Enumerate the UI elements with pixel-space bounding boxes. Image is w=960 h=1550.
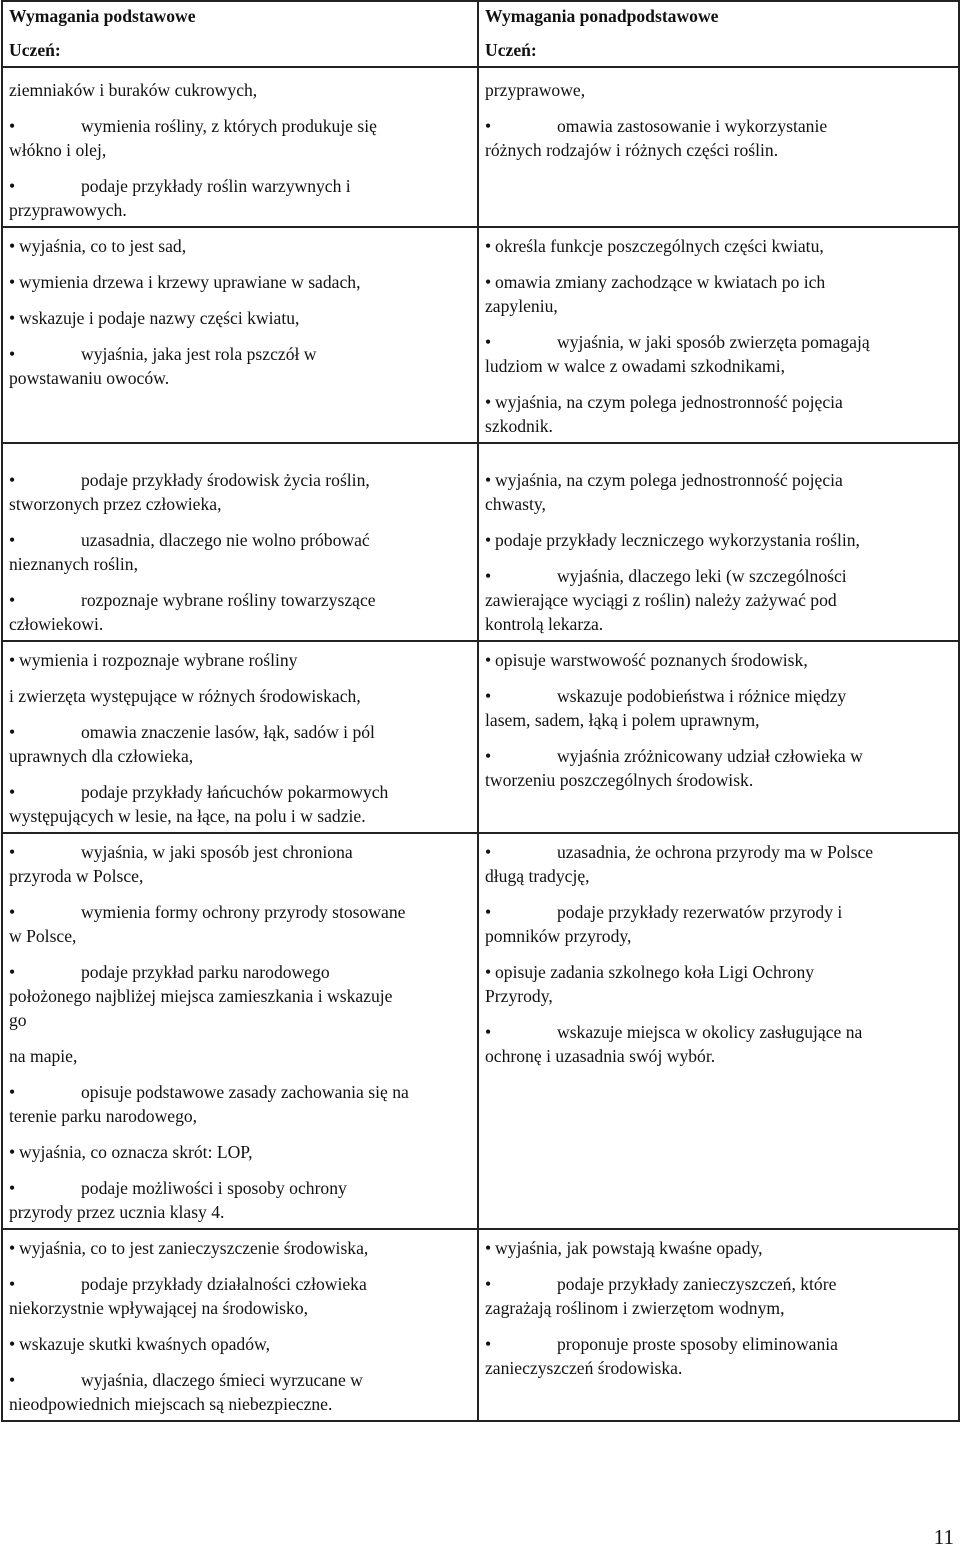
text-line bbox=[9, 78, 471, 102]
table-row bbox=[2, 443, 959, 641]
bullet-icon bbox=[485, 330, 495, 354]
bullet-item bbox=[9, 468, 471, 516]
bullet-item bbox=[485, 390, 952, 438]
bullet-icon bbox=[9, 900, 19, 924]
cell-advanced bbox=[478, 833, 959, 1229]
item-text: wyjaśnia, na czym polega jednostronność pojęcia bbox=[495, 392, 843, 412]
header-cell-basic bbox=[2, 1, 478, 67]
item-text: opisuje zadania szkolnego koła Ligi Ochrony bbox=[495, 962, 815, 982]
cell-advanced bbox=[478, 443, 959, 641]
item-text: położonego najbliżej miejsca zamieszkania i wskazuje bbox=[9, 986, 393, 1006]
item-text: Przyrody, bbox=[485, 986, 553, 1006]
item-text: podaje przykłady roślin warzywnych i bbox=[81, 176, 351, 196]
bullet-icon bbox=[9, 528, 19, 552]
bullet-item bbox=[9, 1176, 471, 1224]
bullet-item bbox=[9, 1140, 471, 1164]
item-text: wyjaśnia, jak powstają kwaśne opady, bbox=[495, 1238, 763, 1258]
bullet-item bbox=[485, 234, 952, 258]
item-text: podaje przykład parku narodowego bbox=[81, 962, 330, 982]
bullet-item bbox=[485, 900, 952, 948]
item-text: wskazuje skutki kwaśnych opadów, bbox=[19, 1334, 270, 1354]
item-text: terenie parku narodowego, bbox=[9, 1106, 198, 1126]
item-text: omawia znaczenie lasów, łąk, sadów i pól bbox=[81, 722, 375, 742]
item-text: występujących w lesie, na łące, na polu i w sadzie. bbox=[9, 806, 366, 826]
item-text: wyjaśnia, w jaki sposób jest chroniona bbox=[81, 842, 353, 862]
bullet-icon bbox=[9, 1332, 19, 1356]
item-text: wymienia formy ochrony przyrody stosowane bbox=[81, 902, 406, 922]
header-row bbox=[2, 1, 959, 67]
bullet-icon bbox=[485, 840, 495, 864]
bullet-icon bbox=[485, 1332, 495, 1356]
bullet-item bbox=[485, 744, 952, 792]
bullet-icon bbox=[9, 342, 19, 366]
bullet-icon bbox=[485, 234, 495, 258]
bullet-icon bbox=[9, 780, 19, 804]
bullet-icon bbox=[485, 390, 495, 414]
item-text: i zwierzęta występujące w różnych środowiskach, bbox=[9, 686, 361, 706]
bullet-item bbox=[9, 1368, 471, 1416]
item-text: tworzeniu poszczególnych środowisk. bbox=[485, 770, 754, 790]
item-text: ziemniaków i buraków cukrowych, bbox=[9, 80, 258, 100]
bullet-item bbox=[485, 114, 952, 162]
item-text: uprawnych dla człowieka, bbox=[9, 746, 194, 766]
bullet-item bbox=[9, 1080, 471, 1128]
item-text: powstawaniu owoców. bbox=[9, 368, 170, 388]
item-text: podaje przykłady działalności człowieka bbox=[81, 1274, 367, 1294]
bullet-icon bbox=[9, 1236, 19, 1260]
item-text: włókno i olej, bbox=[9, 140, 107, 160]
text-line bbox=[485, 78, 952, 102]
cell-basic bbox=[2, 227, 478, 443]
column-title-advanced: Wymagania ponadpodstawowe bbox=[485, 6, 719, 26]
bullet-icon bbox=[485, 114, 495, 138]
item-text: wyjaśnia, dlaczego śmieci wyrzucane w bbox=[81, 1370, 363, 1390]
column-subtitle-advanced: Uczeń: bbox=[485, 40, 537, 60]
item-text: wskazuje podobieństwa i różnice między bbox=[557, 686, 847, 706]
bullet-icon bbox=[485, 270, 495, 294]
bullet-item bbox=[9, 528, 471, 576]
item-text: omawia zastosowanie i wykorzystanie bbox=[557, 116, 828, 136]
bullet-icon bbox=[485, 960, 495, 984]
bullet-item bbox=[9, 648, 471, 672]
bullet-icon bbox=[9, 174, 19, 198]
bullet-item bbox=[485, 270, 952, 318]
item-text: przyprawowe, bbox=[485, 80, 586, 100]
bullet-icon bbox=[9, 1272, 19, 1296]
item-text: wyjaśnia, co to jest sad, bbox=[19, 236, 187, 256]
item-text: w Polsce, bbox=[9, 926, 77, 946]
bullet-item bbox=[485, 564, 952, 636]
bullet-item bbox=[485, 840, 952, 888]
cell-advanced bbox=[478, 227, 959, 443]
bullet-icon bbox=[485, 1020, 495, 1044]
table-row bbox=[2, 227, 959, 443]
item-text: wyjaśnia, jaka jest rola pszczół w bbox=[81, 344, 317, 364]
item-text: ludziom w walce z owadami szkodnikami, bbox=[485, 356, 785, 376]
item-text: ochronę i uzasadnia swój wybór. bbox=[485, 1046, 716, 1066]
item-text: uzasadnia, dlaczego nie wolno próbować bbox=[81, 530, 370, 550]
item-text: opisuje warstwowość poznanych środowisk, bbox=[495, 650, 808, 670]
bullet-icon bbox=[485, 564, 495, 588]
bullet-icon bbox=[485, 1236, 495, 1260]
item-text: niekorzystnie wpływającej na środowisko, bbox=[9, 1298, 309, 1318]
bullet-icon bbox=[9, 468, 19, 492]
bullet-item bbox=[9, 780, 471, 828]
item-text: wyjaśnia, w jaki sposób zwierzęta pomagają bbox=[557, 332, 870, 352]
bullet-item bbox=[9, 588, 471, 636]
item-text: omawia zmiany zachodzące w kwiatach po ich bbox=[495, 272, 826, 292]
item-text: zapyleniu, bbox=[485, 296, 558, 316]
item-text: podaje przykłady zanieczyszczeń, które bbox=[557, 1274, 837, 1294]
item-text: przyrody przez ucznia klasy 4. bbox=[9, 1202, 225, 1222]
bullet-item bbox=[485, 684, 952, 732]
bullet-item bbox=[485, 528, 952, 552]
bullet-item bbox=[485, 330, 952, 378]
item-text: zanieczyszczeń środowiska. bbox=[485, 1358, 683, 1378]
item-text: lasem, sadem, łąką i polem uprawnym, bbox=[485, 710, 760, 730]
item-text: kontrolą lekarza. bbox=[485, 614, 604, 634]
item-text: człowiekowi. bbox=[9, 614, 104, 634]
item-text: wymienia drzewa i krzewy uprawiane w sadach, bbox=[19, 272, 361, 292]
item-text: wymienia rośliny, z których produkuje się bbox=[81, 116, 377, 136]
bullet-icon bbox=[9, 1368, 19, 1392]
item-text: wyjaśnia zróżnicowany udział człowieka w bbox=[557, 746, 863, 766]
item-text: podaje przykłady środowisk życia roślin, bbox=[81, 470, 370, 490]
bullet-item bbox=[9, 1332, 471, 1356]
cell-basic bbox=[2, 833, 478, 1229]
item-text: wyjaśnia, co oznacza skrót: LOP, bbox=[19, 1142, 253, 1162]
item-text: wymienia i rozpoznaje wybrane rośliny bbox=[19, 650, 298, 670]
cell-basic bbox=[2, 641, 478, 833]
bullet-icon bbox=[485, 900, 495, 924]
bullet-icon bbox=[485, 684, 495, 708]
bullet-item bbox=[485, 1332, 952, 1380]
bullet-icon bbox=[9, 648, 19, 672]
bullet-item bbox=[485, 1272, 952, 1320]
bullet-icon bbox=[9, 234, 19, 258]
item-text: podaje możliwości i sposoby ochrony bbox=[81, 1178, 347, 1198]
bullet-item bbox=[9, 270, 471, 294]
bullet-icon bbox=[9, 960, 19, 984]
table-row bbox=[2, 833, 959, 1229]
bullet-item bbox=[485, 468, 952, 516]
item-text: wyjaśnia, co to jest zanieczyszczenie środowiska, bbox=[19, 1238, 369, 1258]
item-text: wskazuje miejsca w okolicy zasługujące na bbox=[557, 1022, 863, 1042]
cell-advanced bbox=[478, 641, 959, 833]
bullet-icon bbox=[9, 270, 19, 294]
item-text: podaje przykłady leczniczego wykorzystania roślin, bbox=[495, 530, 860, 550]
bullet-icon bbox=[9, 1176, 19, 1200]
item-text: podaje przykłady rezerwatów przyrody i bbox=[557, 902, 843, 922]
item-text: opisuje podstawowe zasady zachowania się na bbox=[81, 1082, 409, 1102]
item-text: go bbox=[9, 1010, 27, 1030]
bullet-item bbox=[9, 720, 471, 768]
bullet-item bbox=[9, 234, 471, 258]
table-row bbox=[2, 1229, 959, 1421]
item-text: stworzonych przez człowieka, bbox=[9, 494, 222, 514]
item-text: wskazuje i podaje nazwy części kwiatu, bbox=[19, 308, 300, 328]
item-text: określa funkcje poszczególnych części kwiatu, bbox=[495, 236, 824, 256]
bullet-item bbox=[9, 960, 471, 1032]
bullet-icon bbox=[485, 468, 495, 492]
bullet-icon bbox=[9, 114, 19, 138]
item-text: zawierające wyciągi z roślin) należy zażywać pod bbox=[485, 590, 837, 610]
item-text: długą tradycję, bbox=[485, 866, 590, 886]
item-text: zagrażają roślinom i zwierzętom wodnym, bbox=[485, 1298, 785, 1318]
bullet-icon bbox=[485, 1272, 495, 1296]
item-text: na mapie, bbox=[9, 1046, 78, 1066]
bullet-item bbox=[9, 900, 471, 948]
item-text: wyjaśnia, dlaczego leki (w szczególności bbox=[557, 566, 847, 586]
cell-advanced bbox=[478, 67, 959, 227]
bullet-item bbox=[9, 1236, 471, 1260]
column-title-basic: Wymagania podstawowe bbox=[9, 6, 196, 26]
bullet-item bbox=[9, 342, 471, 390]
cell-basic bbox=[2, 67, 478, 227]
bullet-icon bbox=[9, 1140, 19, 1164]
cell-advanced bbox=[478, 1229, 959, 1421]
item-text: nieznanych roślin, bbox=[9, 554, 138, 574]
item-text: szkodnik. bbox=[485, 416, 553, 436]
bullet-item bbox=[485, 1236, 952, 1260]
bullet-item bbox=[485, 960, 952, 1008]
bullet-icon bbox=[485, 528, 495, 552]
header-cell-advanced bbox=[478, 1, 959, 67]
text-line bbox=[9, 684, 471, 708]
bullet-icon bbox=[9, 1080, 19, 1104]
item-text: podaje przykłady łańcuchów pokarmowych bbox=[81, 782, 389, 802]
page-number: 11 bbox=[933, 1525, 954, 1549]
bullet-icon bbox=[9, 840, 19, 864]
bullet-item bbox=[485, 648, 952, 672]
table-row bbox=[2, 67, 959, 227]
text-line bbox=[9, 1044, 471, 1068]
item-text: przyprawowych. bbox=[9, 200, 127, 220]
bullet-item bbox=[9, 174, 471, 222]
item-text: chwasty, bbox=[485, 494, 546, 514]
bullet-item bbox=[9, 114, 471, 162]
bullet-icon bbox=[9, 588, 19, 612]
bullet-icon bbox=[9, 306, 19, 330]
requirements-table bbox=[1, 0, 960, 1422]
item-text: nieodpowiednich miejscach są niebezpieczne. bbox=[9, 1394, 333, 1414]
item-text: uzasadnia, że ochrona przyrody ma w Polsce bbox=[557, 842, 874, 862]
item-text: wyjaśnia, na czym polega jednostronność pojęcia bbox=[495, 470, 843, 490]
bullet-icon bbox=[485, 744, 495, 768]
item-text: pomników przyrody, bbox=[485, 926, 632, 946]
table-row bbox=[2, 641, 959, 833]
bullet-item bbox=[9, 840, 471, 888]
item-text: proponuje proste sposoby eliminowania bbox=[557, 1334, 838, 1354]
bullet-icon bbox=[9, 720, 19, 744]
bullet-item bbox=[9, 1272, 471, 1320]
bullet-item bbox=[9, 306, 471, 330]
bullet-icon bbox=[485, 648, 495, 672]
column-subtitle-basic: Uczeń: bbox=[9, 40, 61, 60]
bullet-item bbox=[485, 1020, 952, 1068]
item-text: przyroda w Polsce, bbox=[9, 866, 144, 886]
cell-basic bbox=[2, 443, 478, 641]
item-text: rozpoznaje wybrane rośliny towarzyszące bbox=[81, 590, 376, 610]
item-text: różnych rodzajów i różnych części roślin. bbox=[485, 140, 779, 160]
cell-basic bbox=[2, 1229, 478, 1421]
